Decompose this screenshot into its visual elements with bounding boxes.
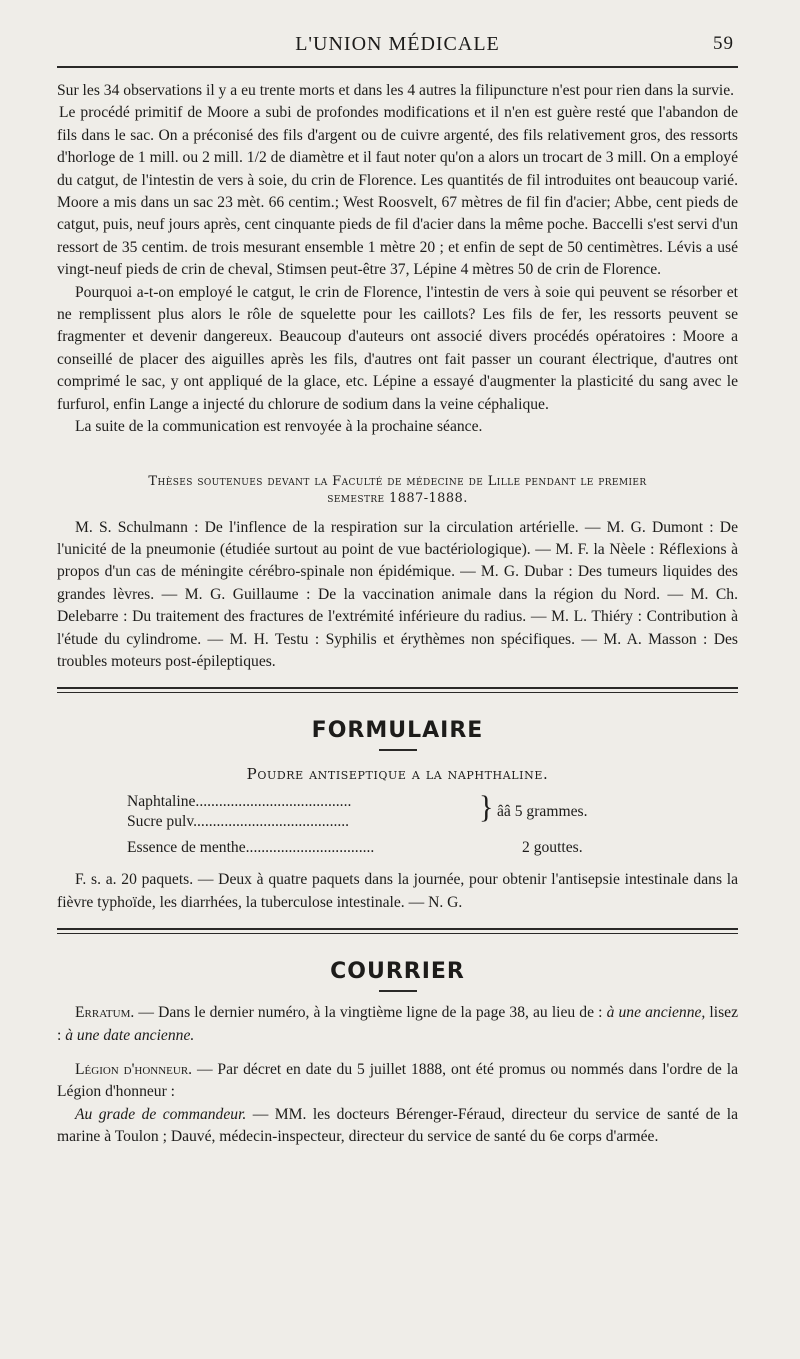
legion-paragraph: [57, 1059, 738, 1104]
section-divider: [57, 687, 738, 693]
spacer: [57, 1047, 738, 1059]
body-paragraph-2: Le procédé primitif de Moore a subi de profondes modifications et il n'en est guère resté que l'abandon de fils dans le sac. On a préconisé des fils d'argent ou de cuivre argenté, des fils relativement gros, des ressorts d'horloge de 1 mill. ou 2 mill. 1/2 de diamètre et il faut noter qu'on a alors un trocart de 3 mill. On a employé du catgut, de l'intestin de vers à soie, du crin de Florence. Les quantités de fil introduites ont beaucoup varié. Moore a mis dans un sac 23 mèt. 66 centim.; West Roosvelt, 67 mètres de fil fin d'acier; Abbe, cent pieds de catgut, puis, neuf jours après, cent cinquante pieds de fil d'acier dans la même poche. Baccelli s'est servi d'un ressort de 35 centim. de trois mesurant ensemble 1 mètre 20 ; et enfin de sept de 50 centimètres. Lévis a usé vingt-neuf pieds de crin de cheval, Stimsen peut-être 37, Lépine 4 mètres 50 de crin de Florence.: [57, 104, 738, 279]
body-paragraph-4: La suite de la communication est renvoyée à la prochaine séance.: [75, 418, 483, 436]
legion-text: — Par décret en date du 5 juillet 1888, ont été promus ou nommés dans l'ordre de la Légion d'honneur :: [57, 1060, 738, 1101]
legion-label: Légion d'honneur.: [75, 1060, 193, 1078]
erratum-paragraph: [57, 1002, 738, 1047]
recipe-table: [127, 791, 687, 865]
recipe-row-3: [127, 839, 374, 857]
section-divider-2: [57, 928, 738, 934]
theses-heading: [57, 473, 738, 507]
recipe-brace: }: [479, 790, 494, 826]
recipe-instructions: F. s. a. 20 paquets. — Deux à quatre paquets dans la journée, pour obtenir l'antisepsie intestinale dans la fièvre typhoïde, les diarrhées, la tuberculose intestinale. — N. G.: [57, 871, 738, 911]
recipe-leader-2: ........................................: [193, 813, 350, 831]
recipe-leader-3: .................................: [245, 839, 375, 857]
recipe-ingredient-1: Naphtaline: [127, 793, 196, 811]
grade-text: — MM. les docteurs Bérenger-Féraud, directeur du service de santé de la marine à Toulon ; Dauvé, médecin-inspecteur, directeur du service de santé du 6e corps d'armée.: [57, 1105, 738, 1146]
formulaire-heading: FORMULAIRE: [311, 718, 484, 744]
theses-list: M. S. Schulmann : De l'inflence de la respiration sur la circulation artérielle. — M. G. Dumont : De l'unicité de la pneumonie (étudiée surtout au point de vue bactériologique). — M. F. la Nèele : Réflexions à propos d'un cas de méningite cérébro-spinale non épidémique. — M. G. Dubar : Des tumeurs liquides des grandes lèvres. — M. G. Guillaume : De la vaccination animale dans la région du Nord. — M. Ch. Delebarre : Du traitement des fractures de l'extrémité inférieure du radius. — M. L. Thiéry : Contribution à l'étude du cylindrome. — M. H. Testu : Syphilis et érythèmes non spécifiques. — M. A. Masson : Des troubles moteurs post-épileptiques.: [57, 518, 738, 670]
courrier-section: [57, 1002, 738, 1148]
erratum-label: Erratum.: [75, 1004, 135, 1022]
recipe-ingredient-3: Essence de menthe: [127, 839, 246, 857]
erratum-wrong-text: à une ancienne,: [606, 1004, 706, 1022]
recipe-title: Poudre antiseptique a la naphthaline.: [246, 765, 549, 784]
recipe-row-1: [127, 793, 351, 811]
erratum-text: — Dans le dernier numéro, à la vingtième ligne de la page 38, au lieu de :: [134, 1004, 607, 1022]
header-rule: [57, 66, 738, 68]
courrier-heading-rule: [379, 990, 417, 992]
grade-paragraph: [57, 1104, 738, 1149]
theses-heading-line-1: Thèses soutenues devant la Faculté de médecine de Lille pendant le premier: [148, 473, 647, 489]
running-head: [57, 26, 738, 62]
body-paragraph-3: Pourquoi a-t-on employé le catgut, le crin de Florence, l'intestin de vers à soie qui peuvent se résorber et ne remplissent plus alors le rôle de squelette pour les caillots? Les fils de fer, les ressorts peuvent se fragmenter et devenir dangereux. Beaucoup d'auteurs ont associé divers procédés opératoires : Moore a conseillé de placer des aiguilles après les fils, d'autres ont fait passer un courant électrique, d'autres ont comprimé le sac, y ont appliqué de la glace, etc. Lépine a essayé d'augmenter la plasticité du sang avec le furfurol, enfin Lange a injecté du chlorure de sodium dans la veine céphalique.: [57, 283, 738, 413]
recipe-leader-1: ........................................: [195, 793, 352, 811]
erratum-correct-text: à une date ancienne.: [65, 1026, 195, 1044]
grade-label: Au grade de commandeur.: [75, 1105, 247, 1123]
recipe-quantity-1-2: ââ 5 grammes.: [497, 803, 588, 821]
recipe-quantity-3: 2 gouttes.: [522, 839, 583, 857]
body-paragraph-1: Sur les 34 observations il y a eu trente morts et dans les 4 autres la filipuncture n'est pour rien dans la survie.: [57, 82, 735, 99]
page-number: 59: [713, 33, 734, 54]
theses-heading-line-2: semestre 1887-1888.: [327, 490, 468, 506]
erratum-mid-text: lisez :: [57, 1004, 738, 1044]
journal-title: L'UNION MÉDICALE: [295, 33, 500, 55]
formulaire-heading-rule: [379, 749, 417, 751]
courrier-heading: COURRIER: [330, 959, 465, 985]
recipe-row-2: [127, 813, 349, 831]
recipe-ingredient-2: Sucre pulv: [127, 813, 194, 831]
